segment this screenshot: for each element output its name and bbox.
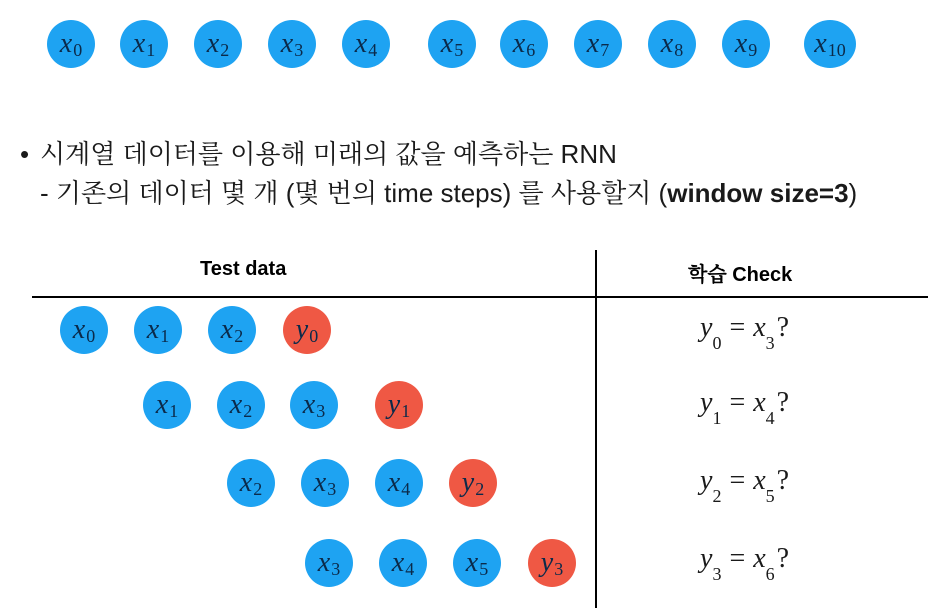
input-node: x $_2$: [227, 459, 275, 507]
node-x7: x $_7$: [574, 20, 622, 68]
input-node: x $_0$: [60, 306, 108, 354]
target-node: y $_2$: [449, 459, 497, 507]
check-equation: $y_2 = x_5$?: [700, 465, 790, 506]
input-node: x $_3$: [305, 539, 353, 587]
input-node: x $_4$: [375, 459, 423, 507]
sub-end: ): [848, 178, 858, 208]
sub-text: - 기존의 데이터 몇 개 (몇 번의 time steps) 를 사용할지 (: [40, 178, 668, 208]
node-x1: x $_1$: [120, 20, 168, 68]
input-node: x $_2$: [208, 306, 256, 354]
check-equation: $y_1 = x_4$?: [700, 387, 790, 428]
target-node: y $_3$: [528, 539, 576, 587]
bullet-line: [20, 137, 617, 171]
input-node: x $_2$: [217, 381, 265, 429]
input-node: x $_3$: [290, 381, 338, 429]
table-header-divider: [32, 296, 928, 298]
window-size-text: window size=3: [667, 178, 849, 208]
table-column-divider: [595, 250, 597, 608]
input-node: x $_3$: [301, 459, 349, 507]
node-x2: x $_2$: [194, 20, 242, 68]
check-equation: $y_0 = x_3$?: [700, 312, 790, 353]
input-node: x $_1$: [134, 306, 182, 354]
target-node: y $_1$: [375, 381, 423, 429]
header-test-data: Test data: [200, 258, 287, 280]
sub-line: [40, 176, 857, 210]
input-node: x $_5$: [453, 539, 501, 587]
target-node: y $_0$: [283, 306, 331, 354]
input-node: x $_1$: [143, 381, 191, 429]
node-x10: x $_{10}$: [804, 20, 856, 68]
node-x0: x $_0$: [47, 20, 95, 68]
check-equation: $y_3 = x_6$?: [700, 543, 790, 584]
input-node: x $_4$: [379, 539, 427, 587]
bullet-text: 시계열 데이터를 이용해 미래의 값을 예측하는 RNN: [40, 139, 617, 169]
header-check: 학습 Check: [688, 264, 793, 286]
node-x8: x $_8$: [648, 20, 696, 68]
bullet-dot: •: [20, 139, 30, 169]
node-x3: x $_3$: [268, 20, 316, 68]
node-x4: x $_4$: [342, 20, 390, 68]
node-x5: x $_5$: [428, 20, 476, 68]
node-x6: x $_6$: [500, 20, 548, 68]
node-x9: x $_9$: [722, 20, 770, 68]
